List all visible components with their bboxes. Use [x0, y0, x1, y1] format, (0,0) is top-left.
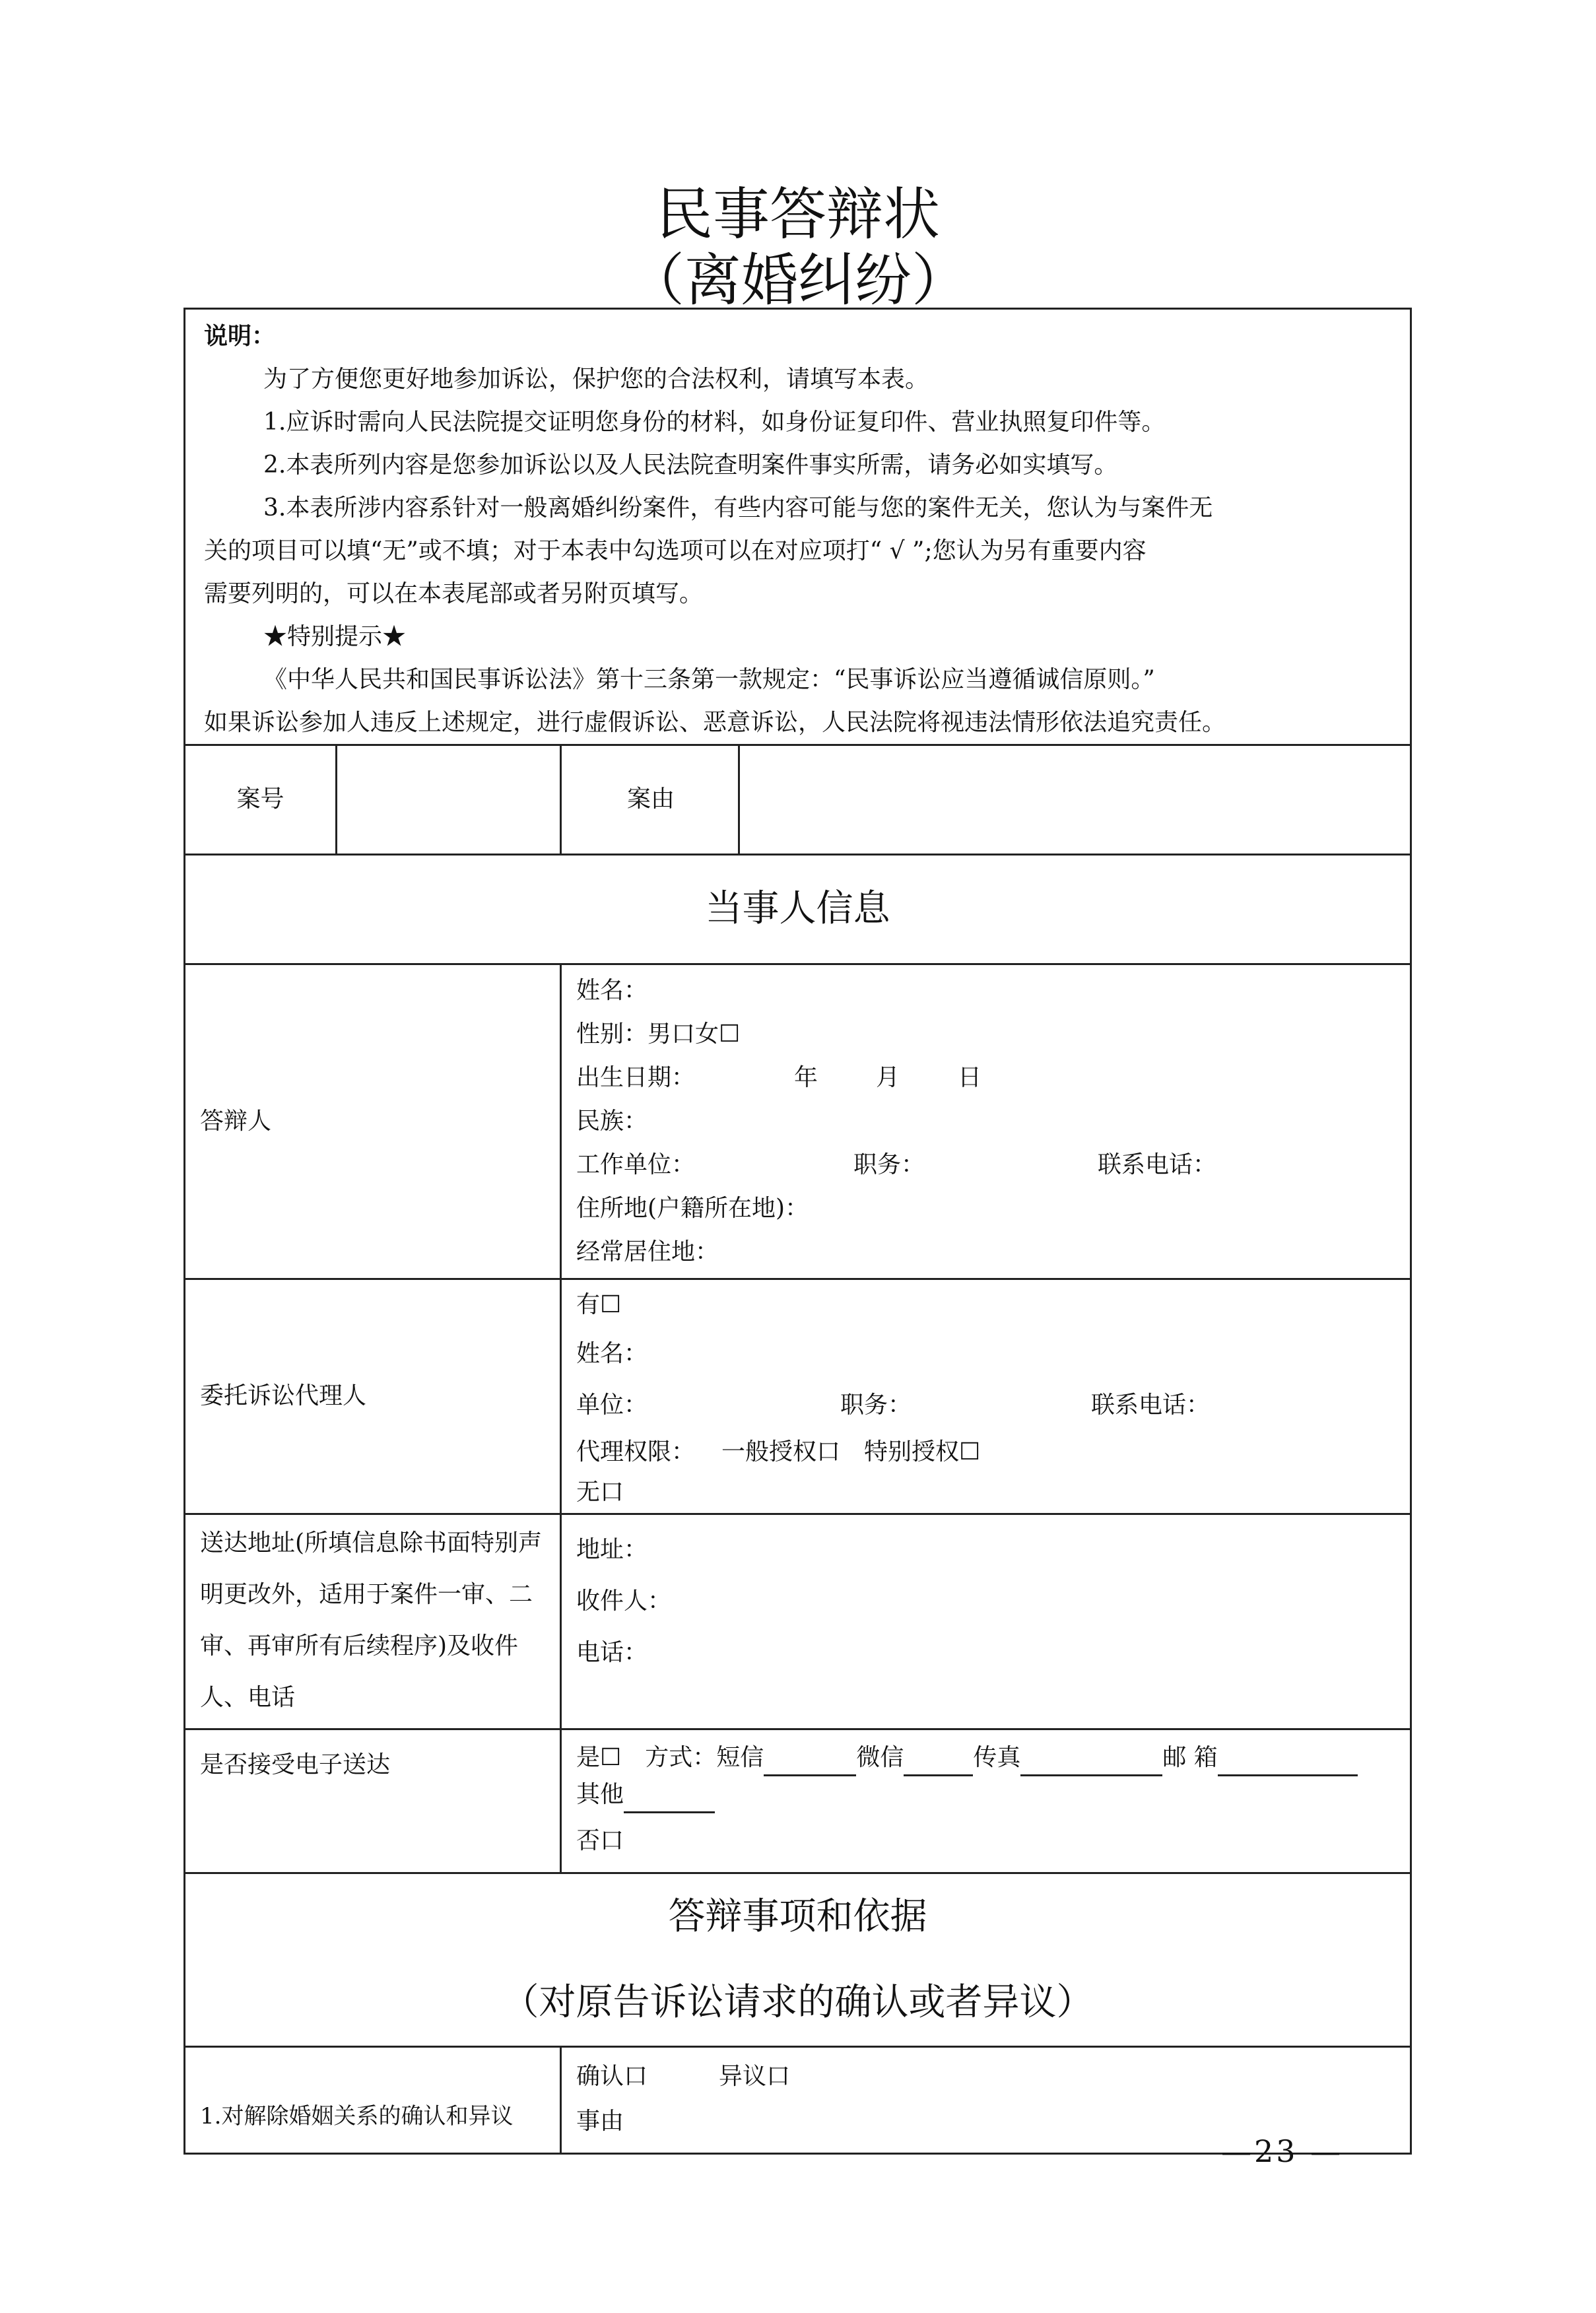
electronic-no-checkbox[interactable]: 否口 [576, 1827, 624, 1854]
fax-label: 传真 [973, 1744, 1021, 1771]
electronic-yes-checkbox[interactable]: 是☐ [576, 1744, 622, 1771]
agent-unit-label: 单位： [576, 1391, 648, 1419]
respondent-gender[interactable]: 性别：男口女☐ [576, 1021, 741, 1048]
agent-name[interactable]: 姓名： [576, 1339, 648, 1367]
electronic-other-row[interactable] [576, 1776, 1410, 1813]
case-number-field[interactable] [337, 745, 739, 855]
instructions-line: 1.应诉时需向人民法院提交证明您身份的材料，如身份证复印件、营业执照复印件等。 [263, 409, 1166, 436]
instructions-cell [185, 309, 1411, 745]
section-defense [185, 1873, 1411, 2047]
instructions-line: 关的项目可以填“无”或不填；对于本表中勾选项可以在对应项打“ √ ”;您认为另有重要内容 [204, 537, 1147, 564]
respondent-label: 答辩人 [185, 964, 561, 1279]
agent-unit-row[interactable] [576, 1380, 1395, 1431]
respondent-ethnicity[interactable]: 民族： [576, 1108, 648, 1135]
agent-label: 委托诉讼代理人 [185, 1279, 561, 1514]
other-label: 其他 [576, 1781, 624, 1808]
service-recipient[interactable]: 收件人： [576, 1588, 672, 1615]
case-number-label: 案号 [185, 745, 337, 855]
service-phone[interactable]: 电话： [576, 1639, 648, 1666]
item1-reason[interactable]: 事由 [576, 2108, 624, 2135]
method-label: 方式： [645, 1744, 717, 1771]
instructions-line: 需要列明的，可以在本表尾部或者另附页填写。 [204, 580, 704, 607]
respondent-name[interactable]: 姓名： [576, 977, 648, 1004]
case-cause-label: 案由 [626, 786, 675, 813]
case-cause-field[interactable] [739, 745, 1411, 855]
instructions-line: 为了方便您更好地参加诉讼，保护您的合法权利，请填写本表。 [263, 366, 929, 393]
agent-has-checkbox[interactable]: 有☐ [576, 1291, 622, 1318]
instructions-line: 如果诉讼参加人违反上述规定，进行虚假诉讼、恶意诉讼，人民法院将视违法情形依法追究责任。 [204, 709, 1226, 736]
section-defense-title: 答辩事项和依据 [668, 1895, 927, 1938]
other-blank[interactable] [624, 1785, 715, 1813]
birth-month: 月 [876, 1064, 900, 1091]
section-defense-subtitle: （对原告诉讼请求的确认或者异议） [502, 1981, 1094, 2024]
item1-choice-row[interactable] [576, 2054, 1395, 2099]
general-authority-checkbox[interactable]: 一般授权口 [721, 1438, 841, 1465]
wechat-blank[interactable] [904, 1748, 973, 1776]
respondent-domicile[interactable]: 住所地(户籍所在地)： [576, 1195, 809, 1222]
electronic-service-label: 是否接受电子送达 [185, 1729, 561, 1873]
defense-form-table [183, 308, 1412, 2155]
fax-blank[interactable] [1020, 1748, 1162, 1776]
page-number: —23 — [1221, 2133, 1344, 2169]
work-label: 工作单位： [576, 1151, 696, 1178]
respondent-work-row[interactable] [576, 1143, 1395, 1187]
instructions-line: 3.本表所涉内容系针对一般离婚纠纷案件，有些内容可能与您的案件无关，您认为与案件无 [263, 494, 1213, 521]
agent-phone-label: 联系电话： [1091, 1391, 1211, 1419]
agent-none-checkbox[interactable]: 无口 [576, 1478, 624, 1506]
item1-label: 1.对解除婚姻关系的确认和异议 [185, 2047, 561, 2154]
email-blank[interactable] [1218, 1748, 1358, 1776]
agent-fields [561, 1279, 1411, 1514]
email-label: 邮 箱 [1162, 1744, 1218, 1771]
sms-blank[interactable] [764, 1748, 856, 1776]
service-address-label: 送达地址(所填信息除书面特别声明更改外，适用于案件一审、二审、再审所有后续程序)及收件人、电话 [185, 1514, 561, 1729]
wechat-label: 微信 [856, 1744, 904, 1771]
birth-label: 出生日期： [576, 1064, 696, 1091]
phone-label: 联系电话： [1098, 1151, 1217, 1178]
document-title: 民事答辩状 [656, 182, 940, 248]
instructions-heading: 说明： [204, 322, 276, 350]
special-notice-heading: ★特别提示★ [263, 623, 407, 650]
section-party-info: 当事人信息 [185, 855, 1411, 964]
position-label: 职务： [853, 1151, 925, 1178]
service-address[interactable]: 地址： [576, 1536, 648, 1563]
authority-label: 代理权限： [576, 1438, 696, 1465]
birth-day: 日 [958, 1064, 982, 1091]
respondent-birth-row[interactable] [576, 1056, 1395, 1100]
electronic-yes-row[interactable] [576, 1739, 1410, 1776]
instructions-line: 《中华人民共和国民事诉讼法》第十三条第一款规定：“民事诉讼应当遵循诚信原则。” [263, 666, 1155, 693]
service-fields [561, 1514, 1411, 1729]
agent-position-label: 职务： [840, 1391, 912, 1419]
respondent-fields [561, 964, 1411, 1279]
special-authority-checkbox[interactable]: 特别授权☐ [864, 1438, 981, 1465]
birth-year: 年 [794, 1064, 818, 1091]
document-subtitle: （离婚纠纷） [628, 248, 968, 314]
instructions-line: 2.本表所列内容是您参加诉讼以及人民法院查明案件事实所需，请务必如实填写。 [263, 452, 1118, 479]
electronic-service-fields [561, 1729, 1411, 1873]
respondent-residence[interactable]: 经常居住地： [576, 1238, 719, 1265]
agent-authority-row[interactable] [576, 1431, 1395, 1473]
sms-label: 短信 [716, 1744, 764, 1771]
confirm-checkbox[interactable]: 确认口 [576, 2063, 648, 2090]
object-checkbox[interactable]: 异议口 [719, 2063, 791, 2090]
